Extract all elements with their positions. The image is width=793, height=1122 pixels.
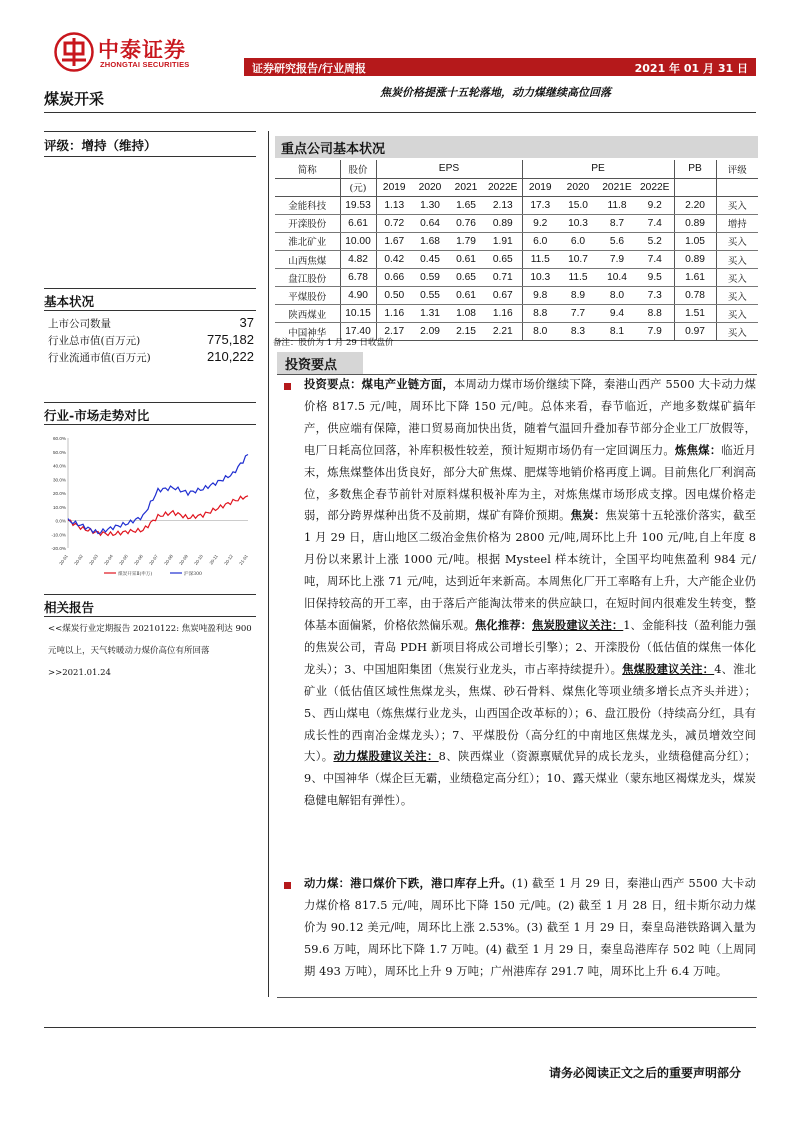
related-title: 相关报告: [44, 600, 95, 615]
y-tick-label: 60.0%: [52, 436, 66, 441]
market-chart-top-rule: [44, 402, 256, 403]
table-cell: 15.0: [558, 196, 598, 214]
table-cell: 0.64: [412, 214, 448, 232]
para-text: 本周动力煤市场价继续下降，秦港山西产 5500 大卡动力煤价格 817.5 元/吨，周环比下降 150 元/吨。总体来看，春节临近，产地多数煤矿搞年产，供应端有保障，港口贸易商加快出货，随着气温回升叠加春节部分企业工厂放假等，电厂日耗高位回落，补库积极性较差，预计短期市场仍有一定回调压力。: [304, 378, 756, 457]
table-cell: 8.3: [558, 323, 598, 341]
table-cell: 1.65: [448, 196, 484, 214]
market-chart-bottom-rule: [44, 424, 256, 425]
x-tick-label: 20-02: [73, 553, 84, 566]
x-tick-label: 20-01: [58, 553, 69, 566]
table-cell: 1.30: [412, 196, 448, 214]
table-cell: 10.15: [340, 305, 376, 323]
table-cell: 0.42: [376, 250, 412, 268]
col-header-rating: 评级: [716, 160, 758, 178]
table-cell: 6.61: [340, 214, 376, 232]
table-cell: 0.97: [674, 323, 716, 341]
logo-text-cn: 中泰证券: [98, 38, 186, 62]
x-tick-label: 20-05: [118, 553, 129, 566]
x-tick-label: 20-11: [208, 553, 219, 566]
col-header-blank: [716, 178, 758, 196]
table-row: [275, 305, 758, 323]
table-cell: 0.89: [484, 214, 522, 232]
table-cell: 0.55: [412, 287, 448, 305]
para-text: 焦炭第十五轮涨价落实，截至 1 月 29 日，唐山地区二级冶金焦价格为 2800 元/吨,周环比上升 100 元/吨,自上年度 8 月份以来累计上涨 1000 元/吨。根据 Mysteel 样本统计，全国平均吨焦盈利 984 元/吨，周环比上涨 71 元/吨，达到近年来新高。本周焦化厂开工率略有上升，大产能企业仍旧保持较高的开工率，由于落后产能淘汰带来的供应缺口，在短时间内很难发生转变，整体基本面偏紧，价格依然偏乐观。: [304, 509, 756, 632]
rating-top-rule: [44, 131, 256, 132]
table-cell: 0.61: [448, 250, 484, 268]
stat-value: 210,222: [207, 349, 254, 364]
table-cell: 0.72: [376, 214, 412, 232]
y-tick-label: 40.0%: [52, 463, 66, 469]
key-company-table-title-text: 重点公司基本状况: [281, 142, 386, 157]
col-header-pe: PE: [522, 160, 674, 178]
table-cell: 17.40: [340, 323, 376, 341]
table-cell: 买入: [716, 232, 758, 250]
table-cell: 买入: [716, 305, 758, 323]
table-cell: 11.8: [598, 196, 636, 214]
x-tick-label: 20-07: [148, 553, 159, 566]
table-cell: 1.61: [674, 269, 716, 287]
table-cell: 11.5: [522, 250, 558, 268]
stat-label: 行业总市值(百万元): [48, 335, 141, 347]
table-row: [275, 232, 758, 250]
col-header-price-unit: (元): [340, 178, 376, 196]
col-header-blank: [275, 178, 340, 196]
table-cell: 10.4: [598, 269, 636, 287]
col-header-pe-year: 2019: [522, 178, 558, 196]
series-line-market: [68, 455, 248, 534]
investment-paragraph-1: [304, 374, 756, 812]
para-lead: 动力煤：港口煤价下跌，港口库存上升。: [304, 877, 512, 890]
col-header-name: 简称: [275, 160, 340, 178]
basic-status-bottom-rule: [44, 310, 256, 311]
related-bottom-rule: [44, 616, 256, 617]
table-row: [275, 287, 758, 305]
table-cell: 2.20: [674, 196, 716, 214]
related-top-rule: [44, 594, 256, 595]
table-cell: 19.53: [340, 196, 376, 214]
table-cell: 6.78: [340, 269, 376, 287]
key-company-table: [275, 160, 758, 341]
table-cell: 7.3: [636, 287, 674, 305]
report-header-bar: [244, 58, 756, 76]
y-tick-label: 20.0%: [52, 491, 66, 496]
table-cell: 9.4: [598, 305, 636, 323]
table-cell: 1.08: [448, 305, 484, 323]
table-cell: 4.90: [340, 287, 376, 305]
table-cell: 0.66: [376, 269, 412, 287]
table-cell: 2.13: [484, 196, 522, 214]
table-cell: 7.9: [598, 250, 636, 268]
table-cell: 1.16: [376, 305, 412, 323]
para-lead: 投资要点：煤电产业链方面，: [304, 378, 454, 391]
x-tick-label: 20-09: [178, 553, 189, 566]
table-cell: 7.9: [636, 323, 674, 341]
col-header-eps: EPS: [376, 160, 522, 178]
company-logo: [54, 32, 224, 76]
stat-value: 37: [239, 315, 254, 330]
logo-emblem-icon: [54, 32, 94, 72]
table-cell: 0.78: [674, 287, 716, 305]
col-header-eps-year: 2021: [448, 178, 484, 196]
col-header-pe-year: 2021E: [598, 178, 636, 196]
para-text: 1、金能科技（盈利能力强的焦炭公司，青岛 PDH 新项目将成公司增长引擎）；2、开滦股份（低估值的煤焦一体化龙头）；3、中国旭阳集团（焦炭行业龙头，市占率持续提升）。: [304, 618, 756, 676]
table-cell: 陕西煤业: [275, 305, 340, 323]
table-cell: 2.15: [448, 323, 484, 341]
para-lead: 焦化推荐：: [475, 618, 533, 632]
table-cell: 4.82: [340, 250, 376, 268]
stat-label: 上市公司数量: [48, 318, 111, 330]
table-cell: 1.31: [412, 305, 448, 323]
y-tick-label: -10.0%: [51, 532, 66, 538]
stat-label: 行业流通市值(百万元): [48, 352, 151, 364]
investment-paragraph-2: [304, 873, 756, 983]
table-cell: 0.45: [412, 250, 448, 268]
table-cell: 9.8: [522, 287, 558, 305]
para-lead-underlined: 动力煤股建议关注：: [333, 750, 439, 764]
col-header-eps-year: 2022E: [484, 178, 522, 196]
table-cell: 1.51: [674, 305, 716, 323]
table-cell: 1.05: [674, 232, 716, 250]
para-lead-underlined: 焦炭股建议关注：: [532, 618, 624, 632]
table-cell: 8.0: [598, 287, 636, 305]
para-text: 4、淮北矿业（低估值区域性焦煤龙头，焦煤、砂石骨料、煤焦化等项业绩多增长点齐头并进）； 5、西山煤电（炼焦煤行业龙头，山西国企改革标的）；6、盘江股份（持续高分红，具有成长性的西南冶金煤龙头）；7、平煤股份（高分红的中南地区焦煤龙头，减员增效空间大）。: [304, 662, 756, 764]
para-text: 8、陕西煤业（资源禀赋优异的成长龙头，业绩稳健高分红）；9、中国神华（煤企巨无霸，业绩稳定高分红）；10、露天煤业（蒙东地区褐煤龙头，煤炭稳健电解铝有弹性）。: [304, 750, 757, 808]
table-cell: 8.9: [558, 287, 598, 305]
table-cell: 中国神华: [275, 323, 340, 341]
column-divider: [268, 131, 269, 997]
table-cell: 8.8: [636, 305, 674, 323]
table-cell: 9.5: [636, 269, 674, 287]
market-chart-title: 行业-市场走势对比: [44, 408, 150, 423]
para-text: 临近月末，炼焦煤整体出货良好，部分大矿焦煤、肥煤等地销价格再度上调。目前焦化厂利润高位，多数焦企春节前针对原料煤积极补库为主，对炼焦煤市场形成支撑。因电煤价格走弱，部分跨界煤种出货不及前期，煤矿有降价预期。: [304, 443, 757, 523]
table-cell: 0.67: [484, 287, 522, 305]
rating-text: 评级：增持（维持）: [44, 138, 157, 153]
table-cell: 1.16: [484, 305, 522, 323]
table-cell: 8.0: [522, 323, 558, 341]
table-cell: 平煤股份: [275, 287, 340, 305]
table-cell: 0.89: [674, 214, 716, 232]
table-cell: 8.1: [598, 323, 636, 341]
table-cell: 开滦股份: [275, 214, 340, 232]
legend-label-market: 沪深300: [184, 572, 202, 577]
table-cell: 买入: [716, 323, 758, 341]
bullet-icon: [284, 383, 291, 390]
legend-label-industry: 煤炭开采Ⅱ(申万): [118, 572, 153, 577]
col-header-eps-year: 2020: [412, 178, 448, 196]
market-trend-chart: [44, 430, 256, 578]
report-type: 证券研究报告/行业周报: [252, 62, 367, 75]
table-cell: 5.6: [598, 232, 636, 250]
table-cell: 淮北矿业: [275, 232, 340, 250]
table-cell: 17.3: [522, 196, 558, 214]
table-cell: 10.00: [340, 232, 376, 250]
table-cell: 9.2: [636, 196, 674, 214]
y-tick-label: 50.0%: [52, 449, 66, 455]
table-cell: 买入: [716, 196, 758, 214]
table-cell: 1.13: [376, 196, 412, 214]
table-cell: 8.8: [522, 305, 558, 323]
col-header-pe-year: 2020: [558, 178, 598, 196]
basic-status-top-rule: [44, 288, 256, 289]
table-cell: 0.65: [484, 250, 522, 268]
para-lead-underlined: 焦煤股建议关注：: [622, 662, 715, 676]
table-cell: 1.91: [484, 232, 522, 250]
table-cell: 7.7: [558, 305, 598, 323]
table-cell: 2.09: [412, 323, 448, 341]
table-cell: 买入: [716, 269, 758, 287]
table-cell: 0.89: [674, 250, 716, 268]
x-tick-label: 20-04: [103, 553, 114, 566]
table-cell: 8.7: [598, 214, 636, 232]
table-cell: 10.3: [558, 214, 598, 232]
table-cell: 金能科技: [275, 196, 340, 214]
table-cell: 1.79: [448, 232, 484, 250]
table-note: 备注：股价为 1 月 29 日收盘价: [273, 338, 394, 348]
industry-name: 煤炭开采: [44, 90, 105, 108]
col-header-pb: PB: [674, 160, 716, 178]
table-cell: 盘江股份: [275, 269, 340, 287]
table-cell: 买入: [716, 287, 758, 305]
para-lead: 焦炭：: [570, 509, 606, 523]
table-cell: 9.2: [522, 214, 558, 232]
table-cell: 11.5: [558, 269, 598, 287]
y-tick-label: 10.0%: [52, 504, 66, 510]
col-header-price: 股价: [340, 160, 376, 178]
y-tick-label: -20.0%: [51, 546, 66, 551]
table-row: [275, 214, 758, 232]
para-lead: 炼焦煤：: [675, 443, 722, 457]
table-cell: 6.0: [558, 232, 598, 250]
table-cell: 1.68: [412, 232, 448, 250]
table-cell: 0.50: [376, 287, 412, 305]
rating-bottom-rule: [44, 156, 256, 157]
table-cell: 7.4: [636, 250, 674, 268]
footer-rule: [44, 1027, 756, 1028]
col-header-blank: [674, 178, 716, 196]
table-cell: 10.7: [558, 250, 598, 268]
report-date: 2021 年 01 月 31 日: [634, 62, 748, 75]
x-tick-label: 21-01: [238, 553, 249, 566]
footer-disclaimer: 请务必阅读正文之后的重要声明部分: [548, 1066, 741, 1080]
y-tick-label: 0.0%: [55, 518, 66, 524]
table-row: [275, 250, 758, 268]
table-cell: 1.67: [376, 232, 412, 250]
x-tick-label: 20-03: [88, 553, 99, 566]
table-row: [275, 196, 758, 214]
table-cell: 0.71: [484, 269, 522, 287]
table-cell: 0.65: [448, 269, 484, 287]
investment-title: 投资要点: [277, 352, 363, 374]
para-text: (1) 截至 1 月 29 日，秦港山西产 5500 大卡动力煤价格 817.5 元/吨，周环比下降 150 元/吨。(2) 截至 1 月 28 日，纽卡斯尔动力煤价为 90.12 美元/吨，周环比上涨 2.53%。(3) 截至 1 月 29 日，秦皇岛港铁路调入量为 59.6 万吨，周环比下降 1.7 万吨。(4) 截至 1 月 29 日，秦皇岛港库存 502 吨（上周同期 493 万吨），周环比上升 9 万吨；广州港库存 291.7 吨，周环比上升 6.4 万吨。: [304, 877, 756, 978]
table-cell: 10.3: [522, 269, 558, 287]
related-report-link[interactable]: <<煤炭行业定期报告 20210122: 焦炭吨盈利达 900 元吨以上，天气转暖动力煤价高位有所回落>>2021.01.24: [48, 624, 252, 678]
x-tick-label: 20-06: [133, 553, 144, 566]
x-tick-label: 20-10: [193, 553, 204, 566]
table-cell: 7.4: [636, 214, 674, 232]
table-cell: 2.17: [376, 323, 412, 341]
table-cell: 山西焦煤: [275, 250, 340, 268]
header-divider: [44, 112, 756, 113]
investment-bottom-rule: [277, 997, 757, 998]
y-tick-label: 30.0%: [52, 477, 66, 483]
col-header-pe-year: 2022E: [636, 178, 674, 196]
table-cell: 0.76: [448, 214, 484, 232]
table-cell: 增持: [716, 214, 758, 232]
stat-value: 775,182: [207, 332, 254, 347]
table-cell: 0.59: [412, 269, 448, 287]
x-tick-label: 20-12: [223, 553, 234, 566]
table-cell: 5.2: [636, 232, 674, 250]
logo-text-en: ZHONGTAI SECURITIES: [100, 60, 190, 69]
col-header-eps-year: 2019: [376, 178, 412, 196]
table-cell: 2.21: [484, 323, 522, 341]
table-row: [275, 269, 758, 287]
table-cell: 6.0: [522, 232, 558, 250]
report-headline: 焦炭价格提涨十五轮落地，动力煤继续高位回落: [380, 86, 611, 99]
table-cell: 0.61: [448, 287, 484, 305]
x-tick-label: 20-08: [163, 553, 174, 566]
table-cell: 买入: [716, 250, 758, 268]
key-company-table-title: [275, 136, 758, 158]
basic-status-title: 基本状况: [44, 294, 95, 309]
bullet-icon: [284, 882, 291, 889]
